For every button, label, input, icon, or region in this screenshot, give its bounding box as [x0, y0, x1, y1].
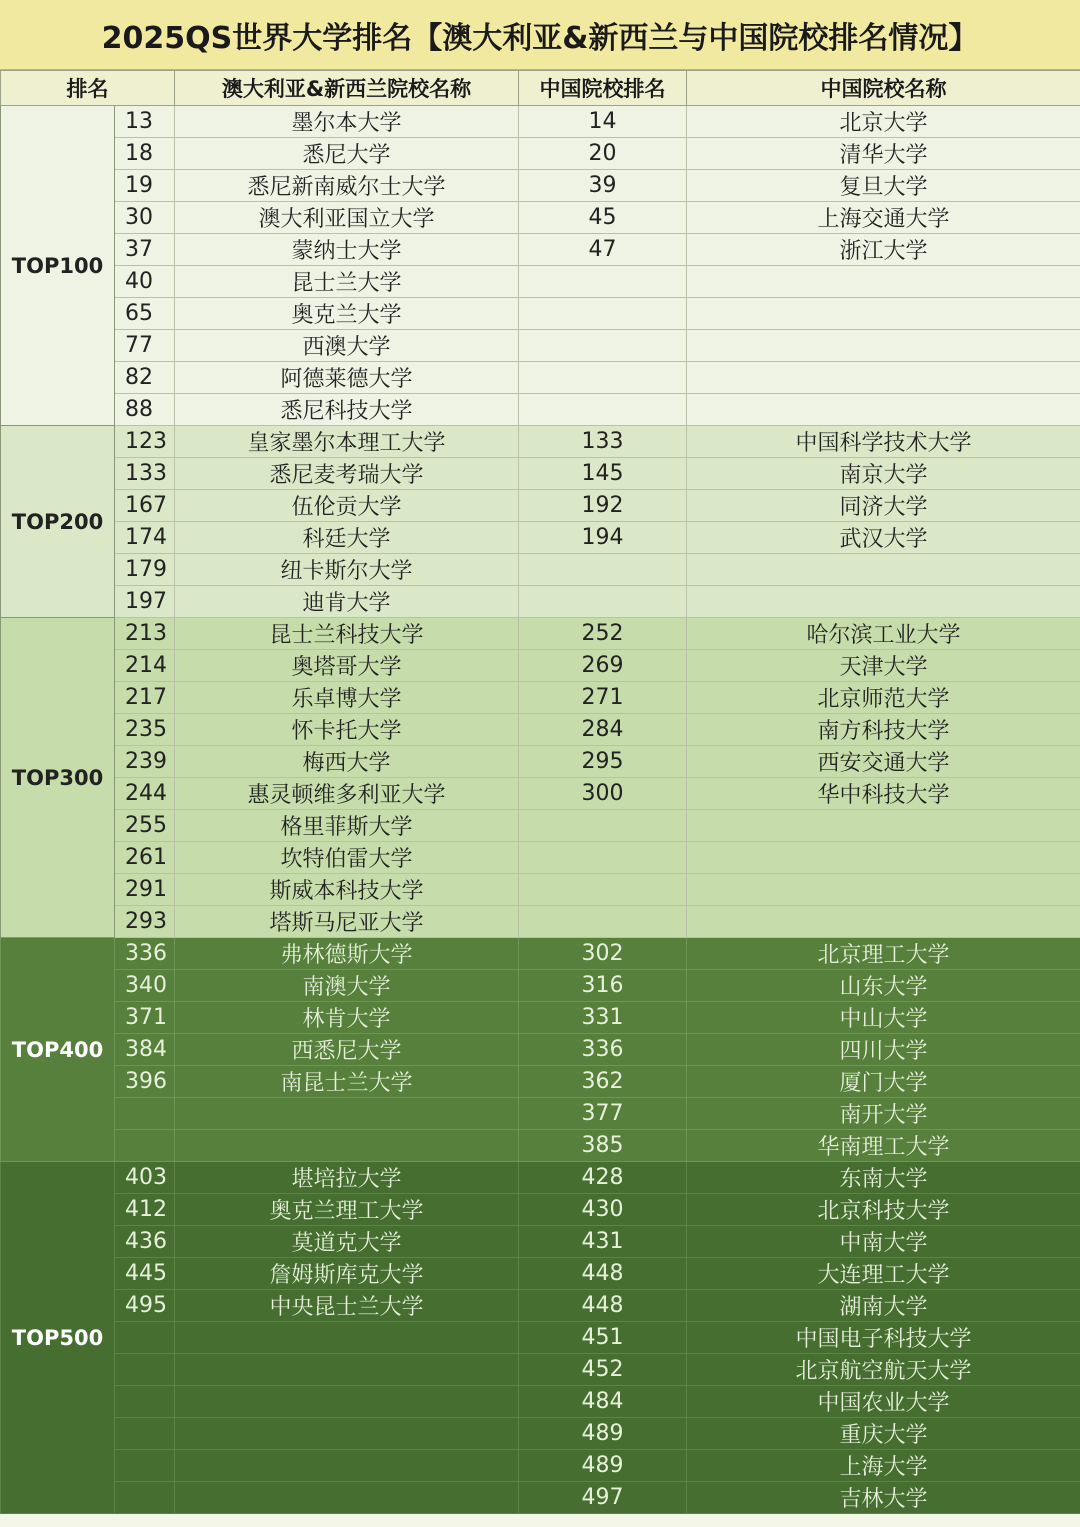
au-nz-rank: 18: [115, 138, 175, 170]
table-row: [1, 970, 1080, 1002]
cn-rank: 45: [519, 202, 687, 234]
cn-rank: 252: [519, 618, 687, 650]
cn-rank: 489: [519, 1418, 687, 1450]
cn-rank: [519, 810, 687, 842]
au-nz-rank: 13: [115, 106, 175, 138]
cn-school-name: 上海交通大学: [687, 202, 1080, 234]
cn-school-name: 山东大学: [687, 970, 1080, 1002]
au-nz-school-name: 阿德莱德大学: [175, 362, 519, 394]
au-nz-school-name: 墨尔本大学: [175, 106, 519, 138]
au-nz-school-name: 怀卡托大学: [175, 714, 519, 746]
tier-label: TOP400: [1, 938, 115, 1162]
table-row: [1, 1354, 1080, 1386]
au-nz-rank: 336: [115, 938, 175, 970]
cn-rank: 300: [519, 778, 687, 810]
table-row: [1, 682, 1080, 714]
au-nz-school-name: 格里菲斯大学: [175, 810, 519, 842]
cn-school-name: 武汉大学: [687, 522, 1080, 554]
au-nz-school-name: 悉尼科技大学: [175, 394, 519, 426]
table-row: [1, 1226, 1080, 1258]
tier-label: TOP300: [1, 618, 115, 938]
au-nz-rank: [115, 1098, 175, 1130]
cn-school-name: 四川大学: [687, 1034, 1080, 1066]
au-nz-rank: 244: [115, 778, 175, 810]
cn-school-name: 华南理工大学: [687, 1130, 1080, 1162]
cn-rank: 448: [519, 1290, 687, 1322]
au-nz-school-name: [175, 1450, 519, 1482]
cn-school-name: 东南大学: [687, 1162, 1080, 1194]
cn-school-name: [687, 330, 1080, 362]
table-row: [1, 330, 1080, 362]
table-row: [1, 1034, 1080, 1066]
table-row: [1, 394, 1080, 426]
au-nz-rank: 133: [115, 458, 175, 490]
cn-rank: 192: [519, 490, 687, 522]
au-nz-rank: 239: [115, 746, 175, 778]
table-row: [1, 1482, 1080, 1514]
au-nz-school-name: [175, 1130, 519, 1162]
cn-rank: 269: [519, 650, 687, 682]
table-row: [1, 618, 1080, 650]
au-nz-rank: 255: [115, 810, 175, 842]
cn-rank: 271: [519, 682, 687, 714]
table-row: [1, 650, 1080, 682]
cn-rank: 39: [519, 170, 687, 202]
cn-school-name: 北京理工大学: [687, 938, 1080, 970]
au-nz-rank: 445: [115, 1258, 175, 1290]
au-nz-rank: 88: [115, 394, 175, 426]
table-row: [1, 234, 1080, 266]
au-nz-rank: [115, 1130, 175, 1162]
au-nz-school-name: [175, 1482, 519, 1514]
table-row: [1, 490, 1080, 522]
cn-rank: 316: [519, 970, 687, 1002]
au-nz-rank: [115, 1482, 175, 1514]
header-au-nz-school: 澳大利亚&新西兰院校名称: [175, 71, 519, 106]
table-row: [1, 842, 1080, 874]
table-row: [1, 746, 1080, 778]
au-nz-school-name: 迪肯大学: [175, 586, 519, 618]
table-row: [1, 1450, 1080, 1482]
au-nz-rank: 123: [115, 426, 175, 458]
tier-label: TOP500: [1, 1162, 115, 1514]
cn-school-name: [687, 810, 1080, 842]
au-nz-school-name: 悉尼大学: [175, 138, 519, 170]
table-row: [1, 1290, 1080, 1322]
table-row: [1, 874, 1080, 906]
tier-label: TOP200: [1, 426, 115, 618]
table-row: [1, 778, 1080, 810]
cn-school-name: 复旦大学: [687, 170, 1080, 202]
au-nz-rank: 291: [115, 874, 175, 906]
au-nz-school-name: 南昆士兰大学: [175, 1066, 519, 1098]
cn-school-name: 上海大学: [687, 1450, 1080, 1482]
cn-school-name: 同济大学: [687, 490, 1080, 522]
cn-rank: 497: [519, 1482, 687, 1514]
table-row: [1, 1098, 1080, 1130]
table-header-row: [1, 71, 1080, 106]
au-nz-rank: 77: [115, 330, 175, 362]
au-nz-school-name: 弗林德斯大学: [175, 938, 519, 970]
cn-rank: 489: [519, 1450, 687, 1482]
au-nz-rank: 174: [115, 522, 175, 554]
table-row: [1, 266, 1080, 298]
au-nz-school-name: 皇家墨尔本理工大学: [175, 426, 519, 458]
au-nz-rank: [115, 1386, 175, 1418]
table-row: [1, 810, 1080, 842]
au-nz-school-name: [175, 1418, 519, 1450]
table-row: [1, 554, 1080, 586]
au-nz-rank: 197: [115, 586, 175, 618]
au-nz-rank: 261: [115, 842, 175, 874]
cn-school-name: 中国电子科技大学: [687, 1322, 1080, 1354]
cn-rank: [519, 266, 687, 298]
au-nz-rank: 30: [115, 202, 175, 234]
au-nz-rank: 436: [115, 1226, 175, 1258]
au-nz-rank: 40: [115, 266, 175, 298]
table-body: [1, 106, 1080, 1514]
au-nz-school-name: 西澳大学: [175, 330, 519, 362]
table-row: [1, 458, 1080, 490]
au-nz-rank: 403: [115, 1162, 175, 1194]
au-nz-school-name: [175, 1098, 519, 1130]
au-nz-school-name: [175, 1386, 519, 1418]
page-title: 2025QS世界大学排名【澳大利亚&新西兰与中国院校排名情况】: [0, 0, 1080, 70]
table-row: [1, 426, 1080, 458]
table-row: [1, 1066, 1080, 1098]
cn-rank: 484: [519, 1386, 687, 1418]
cn-rank: [519, 394, 687, 426]
au-nz-rank: 371: [115, 1002, 175, 1034]
cn-rank: 20: [519, 138, 687, 170]
au-nz-rank: 217: [115, 682, 175, 714]
cn-rank: 362: [519, 1066, 687, 1098]
cn-school-name: 天津大学: [687, 650, 1080, 682]
cn-school-name: [687, 842, 1080, 874]
au-nz-rank: 384: [115, 1034, 175, 1066]
table-row: [1, 1418, 1080, 1450]
cn-school-name: 厦门大学: [687, 1066, 1080, 1098]
au-nz-school-name: 伍伦贡大学: [175, 490, 519, 522]
cn-school-name: 重庆大学: [687, 1418, 1080, 1450]
au-nz-school-name: 纽卡斯尔大学: [175, 554, 519, 586]
cn-rank: 284: [519, 714, 687, 746]
cn-school-name: 北京科技大学: [687, 1194, 1080, 1226]
cn-school-name: 南开大学: [687, 1098, 1080, 1130]
cn-rank: 385: [519, 1130, 687, 1162]
table-row: [1, 938, 1080, 970]
au-nz-school-name: 堪培拉大学: [175, 1162, 519, 1194]
table-row: [1, 1194, 1080, 1226]
cn-school-name: [687, 874, 1080, 906]
table-row: [1, 170, 1080, 202]
au-nz-school-name: 奥克兰大学: [175, 298, 519, 330]
au-nz-school-name: 林肯大学: [175, 1002, 519, 1034]
table-row: [1, 1386, 1080, 1418]
au-nz-school-name: 中央昆士兰大学: [175, 1290, 519, 1322]
cn-school-name: [687, 394, 1080, 426]
cn-rank: 448: [519, 1258, 687, 1290]
cn-rank: [519, 362, 687, 394]
header-cn-rank: 中国院校排名: [519, 71, 687, 106]
cn-rank: 336: [519, 1034, 687, 1066]
cn-rank: 47: [519, 234, 687, 266]
cn-rank: [519, 906, 687, 938]
au-nz-school-name: 西悉尼大学: [175, 1034, 519, 1066]
cn-school-name: 西安交通大学: [687, 746, 1080, 778]
cn-rank: [519, 874, 687, 906]
cn-rank: 14: [519, 106, 687, 138]
au-nz-school-name: 乐卓博大学: [175, 682, 519, 714]
table-row: [1, 362, 1080, 394]
au-nz-rank: [115, 1450, 175, 1482]
au-nz-rank: 37: [115, 234, 175, 266]
table-row: [1, 202, 1080, 234]
au-nz-school-name: 南澳大学: [175, 970, 519, 1002]
au-nz-school-name: 奥克兰理工大学: [175, 1194, 519, 1226]
table-row: [1, 298, 1080, 330]
au-nz-rank: 82: [115, 362, 175, 394]
table-row: [1, 1162, 1080, 1194]
cn-school-name: [687, 586, 1080, 618]
au-nz-school-name: [175, 1322, 519, 1354]
au-nz-school-name: 悉尼新南威尔士大学: [175, 170, 519, 202]
au-nz-rank: 65: [115, 298, 175, 330]
au-nz-school-name: 奥塔哥大学: [175, 650, 519, 682]
cn-rank: 331: [519, 1002, 687, 1034]
cn-school-name: 湖南大学: [687, 1290, 1080, 1322]
cn-rank: 295: [519, 746, 687, 778]
ranking-table: [0, 70, 1080, 1514]
cn-school-name: 大连理工大学: [687, 1258, 1080, 1290]
cn-rank: [519, 330, 687, 362]
au-nz-rank: [115, 1354, 175, 1386]
au-nz-school-name: 坎特伯雷大学: [175, 842, 519, 874]
au-nz-rank: 293: [115, 906, 175, 938]
au-nz-school-name: 昆士兰大学: [175, 266, 519, 298]
table-row: [1, 1130, 1080, 1162]
cn-rank: 430: [519, 1194, 687, 1226]
table-row: [1, 714, 1080, 746]
cn-rank: [519, 554, 687, 586]
au-nz-school-name: 昆士兰科技大学: [175, 618, 519, 650]
au-nz-school-name: 科廷大学: [175, 522, 519, 554]
cn-rank: [519, 586, 687, 618]
au-nz-school-name: 斯威本科技大学: [175, 874, 519, 906]
au-nz-rank: 214: [115, 650, 175, 682]
table-row: [1, 906, 1080, 938]
cn-rank: 452: [519, 1354, 687, 1386]
header-cn-school: 中国院校名称: [687, 71, 1080, 106]
cn-school-name: 北京航空航天大学: [687, 1354, 1080, 1386]
cn-school-name: [687, 554, 1080, 586]
cn-rank: 377: [519, 1098, 687, 1130]
cn-school-name: 北京大学: [687, 106, 1080, 138]
cn-school-name: 中南大学: [687, 1226, 1080, 1258]
au-nz-school-name: 悉尼麦考瑞大学: [175, 458, 519, 490]
au-nz-rank: 495: [115, 1290, 175, 1322]
cn-rank: [519, 842, 687, 874]
table-row: [1, 586, 1080, 618]
cn-school-name: 中国农业大学: [687, 1386, 1080, 1418]
table-row: [1, 1258, 1080, 1290]
au-nz-rank: 340: [115, 970, 175, 1002]
au-nz-school-name: 塔斯马尼亚大学: [175, 906, 519, 938]
header-rank: 排名: [1, 71, 175, 106]
table-row: [1, 1002, 1080, 1034]
table-row: [1, 138, 1080, 170]
table-row: [1, 1322, 1080, 1354]
cn-school-name: [687, 362, 1080, 394]
cn-school-name: 吉林大学: [687, 1482, 1080, 1514]
au-nz-rank: 179: [115, 554, 175, 586]
cn-school-name: [687, 266, 1080, 298]
cn-school-name: 南京大学: [687, 458, 1080, 490]
cn-school-name: [687, 906, 1080, 938]
au-nz-rank: 235: [115, 714, 175, 746]
au-nz-school-name: 詹姆斯库克大学: [175, 1258, 519, 1290]
cn-school-name: 中山大学: [687, 1002, 1080, 1034]
au-nz-rank: 19: [115, 170, 175, 202]
cn-school-name: [687, 298, 1080, 330]
cn-school-name: 华中科技大学: [687, 778, 1080, 810]
cn-rank: 194: [519, 522, 687, 554]
cn-school-name: 哈尔滨工业大学: [687, 618, 1080, 650]
au-nz-rank: [115, 1322, 175, 1354]
au-nz-rank: [115, 1418, 175, 1450]
au-nz-rank: 213: [115, 618, 175, 650]
au-nz-rank: 167: [115, 490, 175, 522]
cn-rank: 428: [519, 1162, 687, 1194]
cn-school-name: 浙江大学: [687, 234, 1080, 266]
table-row: [1, 106, 1080, 138]
au-nz-school-name: 莫道克大学: [175, 1226, 519, 1258]
au-nz-rank: 396: [115, 1066, 175, 1098]
cn-school-name: 中国科学技术大学: [687, 426, 1080, 458]
cn-rank: 451: [519, 1322, 687, 1354]
tier-label: TOP100: [1, 106, 115, 426]
cn-rank: 145: [519, 458, 687, 490]
au-nz-school-name: 蒙纳士大学: [175, 234, 519, 266]
table-row: [1, 522, 1080, 554]
au-nz-rank: 412: [115, 1194, 175, 1226]
au-nz-school-name: 梅西大学: [175, 746, 519, 778]
au-nz-school-name: [175, 1354, 519, 1386]
cn-school-name: 南方科技大学: [687, 714, 1080, 746]
cn-rank: 133: [519, 426, 687, 458]
au-nz-school-name: 澳大利亚国立大学: [175, 202, 519, 234]
cn-rank: 302: [519, 938, 687, 970]
au-nz-school-name: 惠灵顿维多利亚大学: [175, 778, 519, 810]
cn-school-name: 清华大学: [687, 138, 1080, 170]
cn-rank: [519, 298, 687, 330]
cn-school-name: 北京师范大学: [687, 682, 1080, 714]
cn-rank: 431: [519, 1226, 687, 1258]
